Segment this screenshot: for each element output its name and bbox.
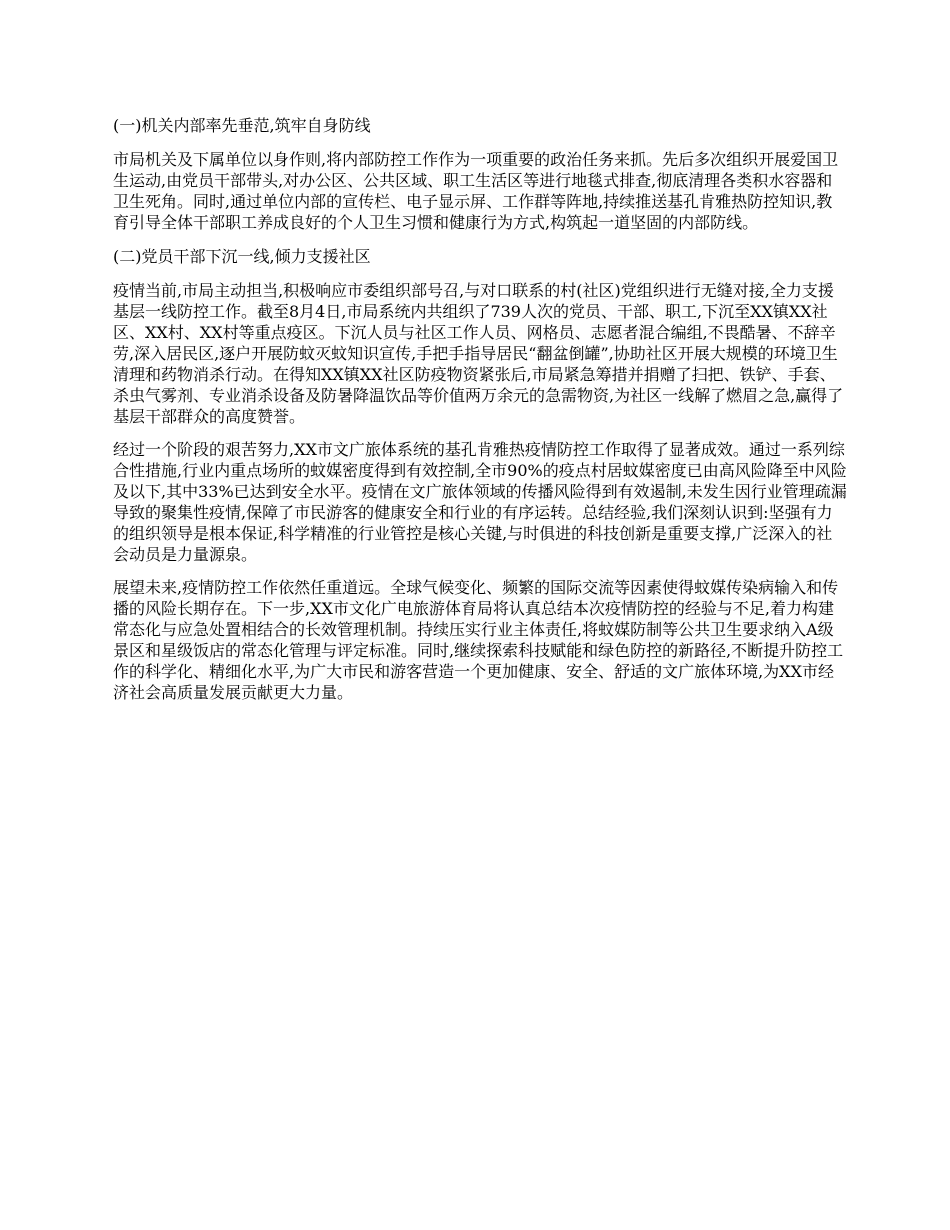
section-1-paragraph: 市局机关及下属单位以身作则,将内部防控工作作为一项重要的政治任务来抓。先后多次组织开展爱国卫生运动,由党员干部带头,对办公区、公共区域、职工生活区等进行地毯式排查,彻底清理各类积水容器和卫生死角。同时,通过单位内部的宣传栏、电子显示屏、工作群等阵地,持续推送基孔肯雅热防控知识,教育引导全体干部职工养成良好的个人卫生习惯和健康行为方式,构筑起一道坚固的内部防线。 <box>113 150 839 232</box>
section-2-heading: (二)党员干部下沉一线,倾力支援社区 <box>113 247 371 266</box>
outlook-paragraph: 展望未来,疫情防控工作依然任重道远。全球气候变化、频繁的国际交流等因素使得蚊媒传染病输入和传播的风险长期存在。下一步,XX市文化广电旅游体育局将认真总结本次疫情防控的经验与不足,着力构建常态化与应急处置相结合的长效管理机制。持续压实行业主体责任,将蚊媒防制等公共卫生要求纳入A级景区和星级饭店的常态化管理与评定标准。同时,继续探索科技赋能和绿色防控的新路径,不断提升防控工作的科学化、精细化水平,为广大市民和游客营造一个更加健康、安全、舒适的文广旅体环境,为XX市经济社会高质量发展贡献更大力量。 <box>113 578 844 702</box>
section-1-heading: (一)机关内部率先垂范,筑牢自身防线 <box>113 116 371 135</box>
section-2-paragraph: 疫情当前,市局主动担当,积极响应市委组织部号召,与对口联系的村(社区)党组织进行无缝对接,全力支援基层一线防控工作。截至8月4日,市局系统内共组织了739人次的党员、干部、职工,下沉至XX镇XX社区、XX村、XX村等重点疫区。下沉人员与社区工作人员、网格员、志愿者混合编组,不畏酷暑、不辞辛劳,深入居民区,逐户开展防蚊灭蚊知识宣传,手把手指导居民“翻盆倒罐”,协助社区开展大规模的环境卫生清理和药物消杀行动。在得知XX镇XX社区防疫物资紧张后,市局紧急筹措并捐赠了扫把、铁铲、手套、杀虫气雾剂、专业消杀设备及防暑降温饮品等价值两万余元的急需物资,为社区一线解了燃眉之急,赢得了基层干部群众的高度赞誉。 <box>113 281 844 426</box>
document-page <box>113 114 848 715</box>
summary-paragraph: 经过一个阶段的艰苦努力,XX市文广旅体系统的基孔肯雅热疫情防控工作取得了显著成效。通过一系列综合性措施,行业内重点场所的蚊媒密度得到有效控制,全市90%的疫点村居蚊媒密度已由高风险降至中风险及以下,其中33%已达到安全水平。疫情在文广旅体领域的传播风险得到有效遏制,未发生因行业管理疏漏导致的聚集性疫情,保障了市民游客的健康安全和行业的有序运转。总结经验,我们深刻认识到:坚强有力的组织领导是根本保证,科学精准的行业管控是核心关键,与时俱进的科技创新是重要支撑,广泛深入的社会动员是力量源泉。 <box>113 440 847 564</box>
